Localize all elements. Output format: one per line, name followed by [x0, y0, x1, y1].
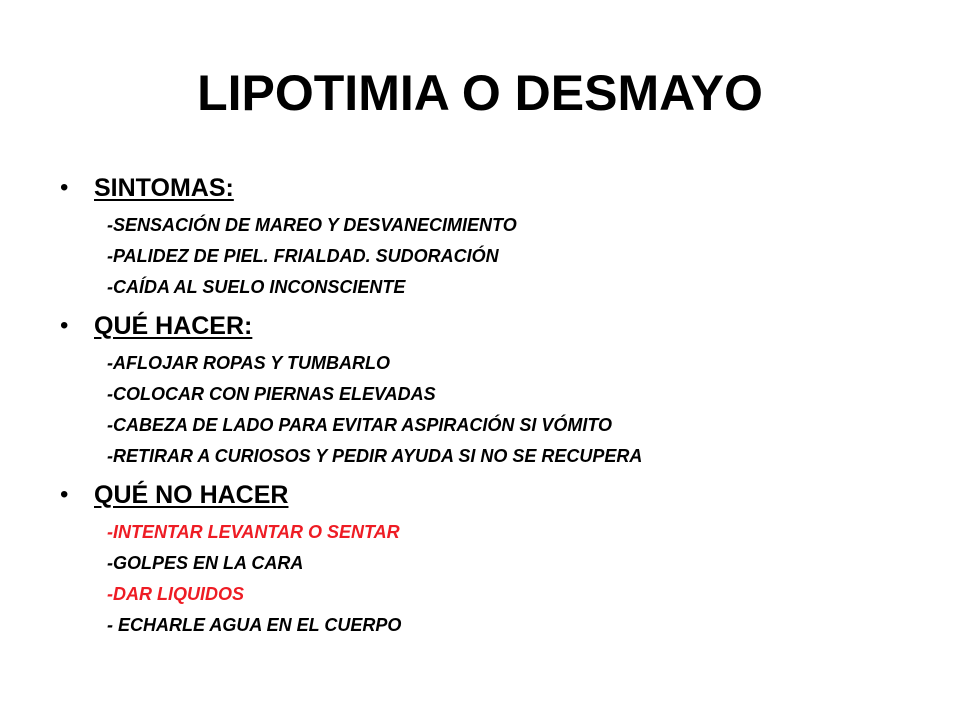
item-list: [60, 210, 920, 303]
section-heading: QUÉ NO HACER: [94, 481, 289, 509]
list-item: -INTENTAR LEVANTAR O SENTAR: [107, 522, 400, 542]
list-item: -AFLOJAR ROPAS Y TUMBARLO: [107, 353, 391, 373]
section-que-hacer: [60, 306, 920, 472]
bullet-icon: •: [60, 481, 69, 508]
list-item: -CABEZA DE LADO PARA EVITAR ASPIRACIÓN SI VÓMITO: [107, 415, 613, 435]
bullet-icon: •: [60, 174, 69, 201]
bullet-icon: •: [60, 312, 69, 339]
list-item: -GOLPES EN LA CARA: [107, 553, 304, 573]
section-heading-row: [60, 475, 920, 517]
section-heading: SINTOMAS:: [94, 174, 234, 202]
list-item: -RETIRAR A CURIOSOS Y PEDIR AYUDA SI NO SE RECUPERA: [107, 446, 643, 466]
slide-content: [60, 168, 920, 641]
section-heading-row: [60, 168, 920, 210]
item-list: [60, 517, 920, 641]
section-heading: QUÉ HACER:: [94, 312, 253, 340]
list-item: -DAR LIQUIDOS: [107, 584, 244, 604]
section-que-no-hacer: [60, 475, 920, 641]
item-list: [60, 348, 920, 472]
list-item: -SENSACIÓN DE MAREO Y DESVANECIMIENTO: [107, 215, 517, 235]
list-item: - ECHARLE AGUA EN EL CUERPO: [107, 615, 402, 635]
section-heading-row: [60, 306, 920, 348]
slide-title: LIPOTIMIA O DESMAYO: [197, 65, 763, 121]
section-sintomas: [60, 168, 920, 303]
list-item: -COLOCAR CON PIERNAS ELEVADAS: [107, 384, 436, 404]
list-item: -PALIDEZ DE PIEL. FRIALDAD. SUDORACIÓN: [107, 246, 499, 266]
list-item: -CAÍDA AL SUELO INCONSCIENTE: [107, 277, 406, 297]
